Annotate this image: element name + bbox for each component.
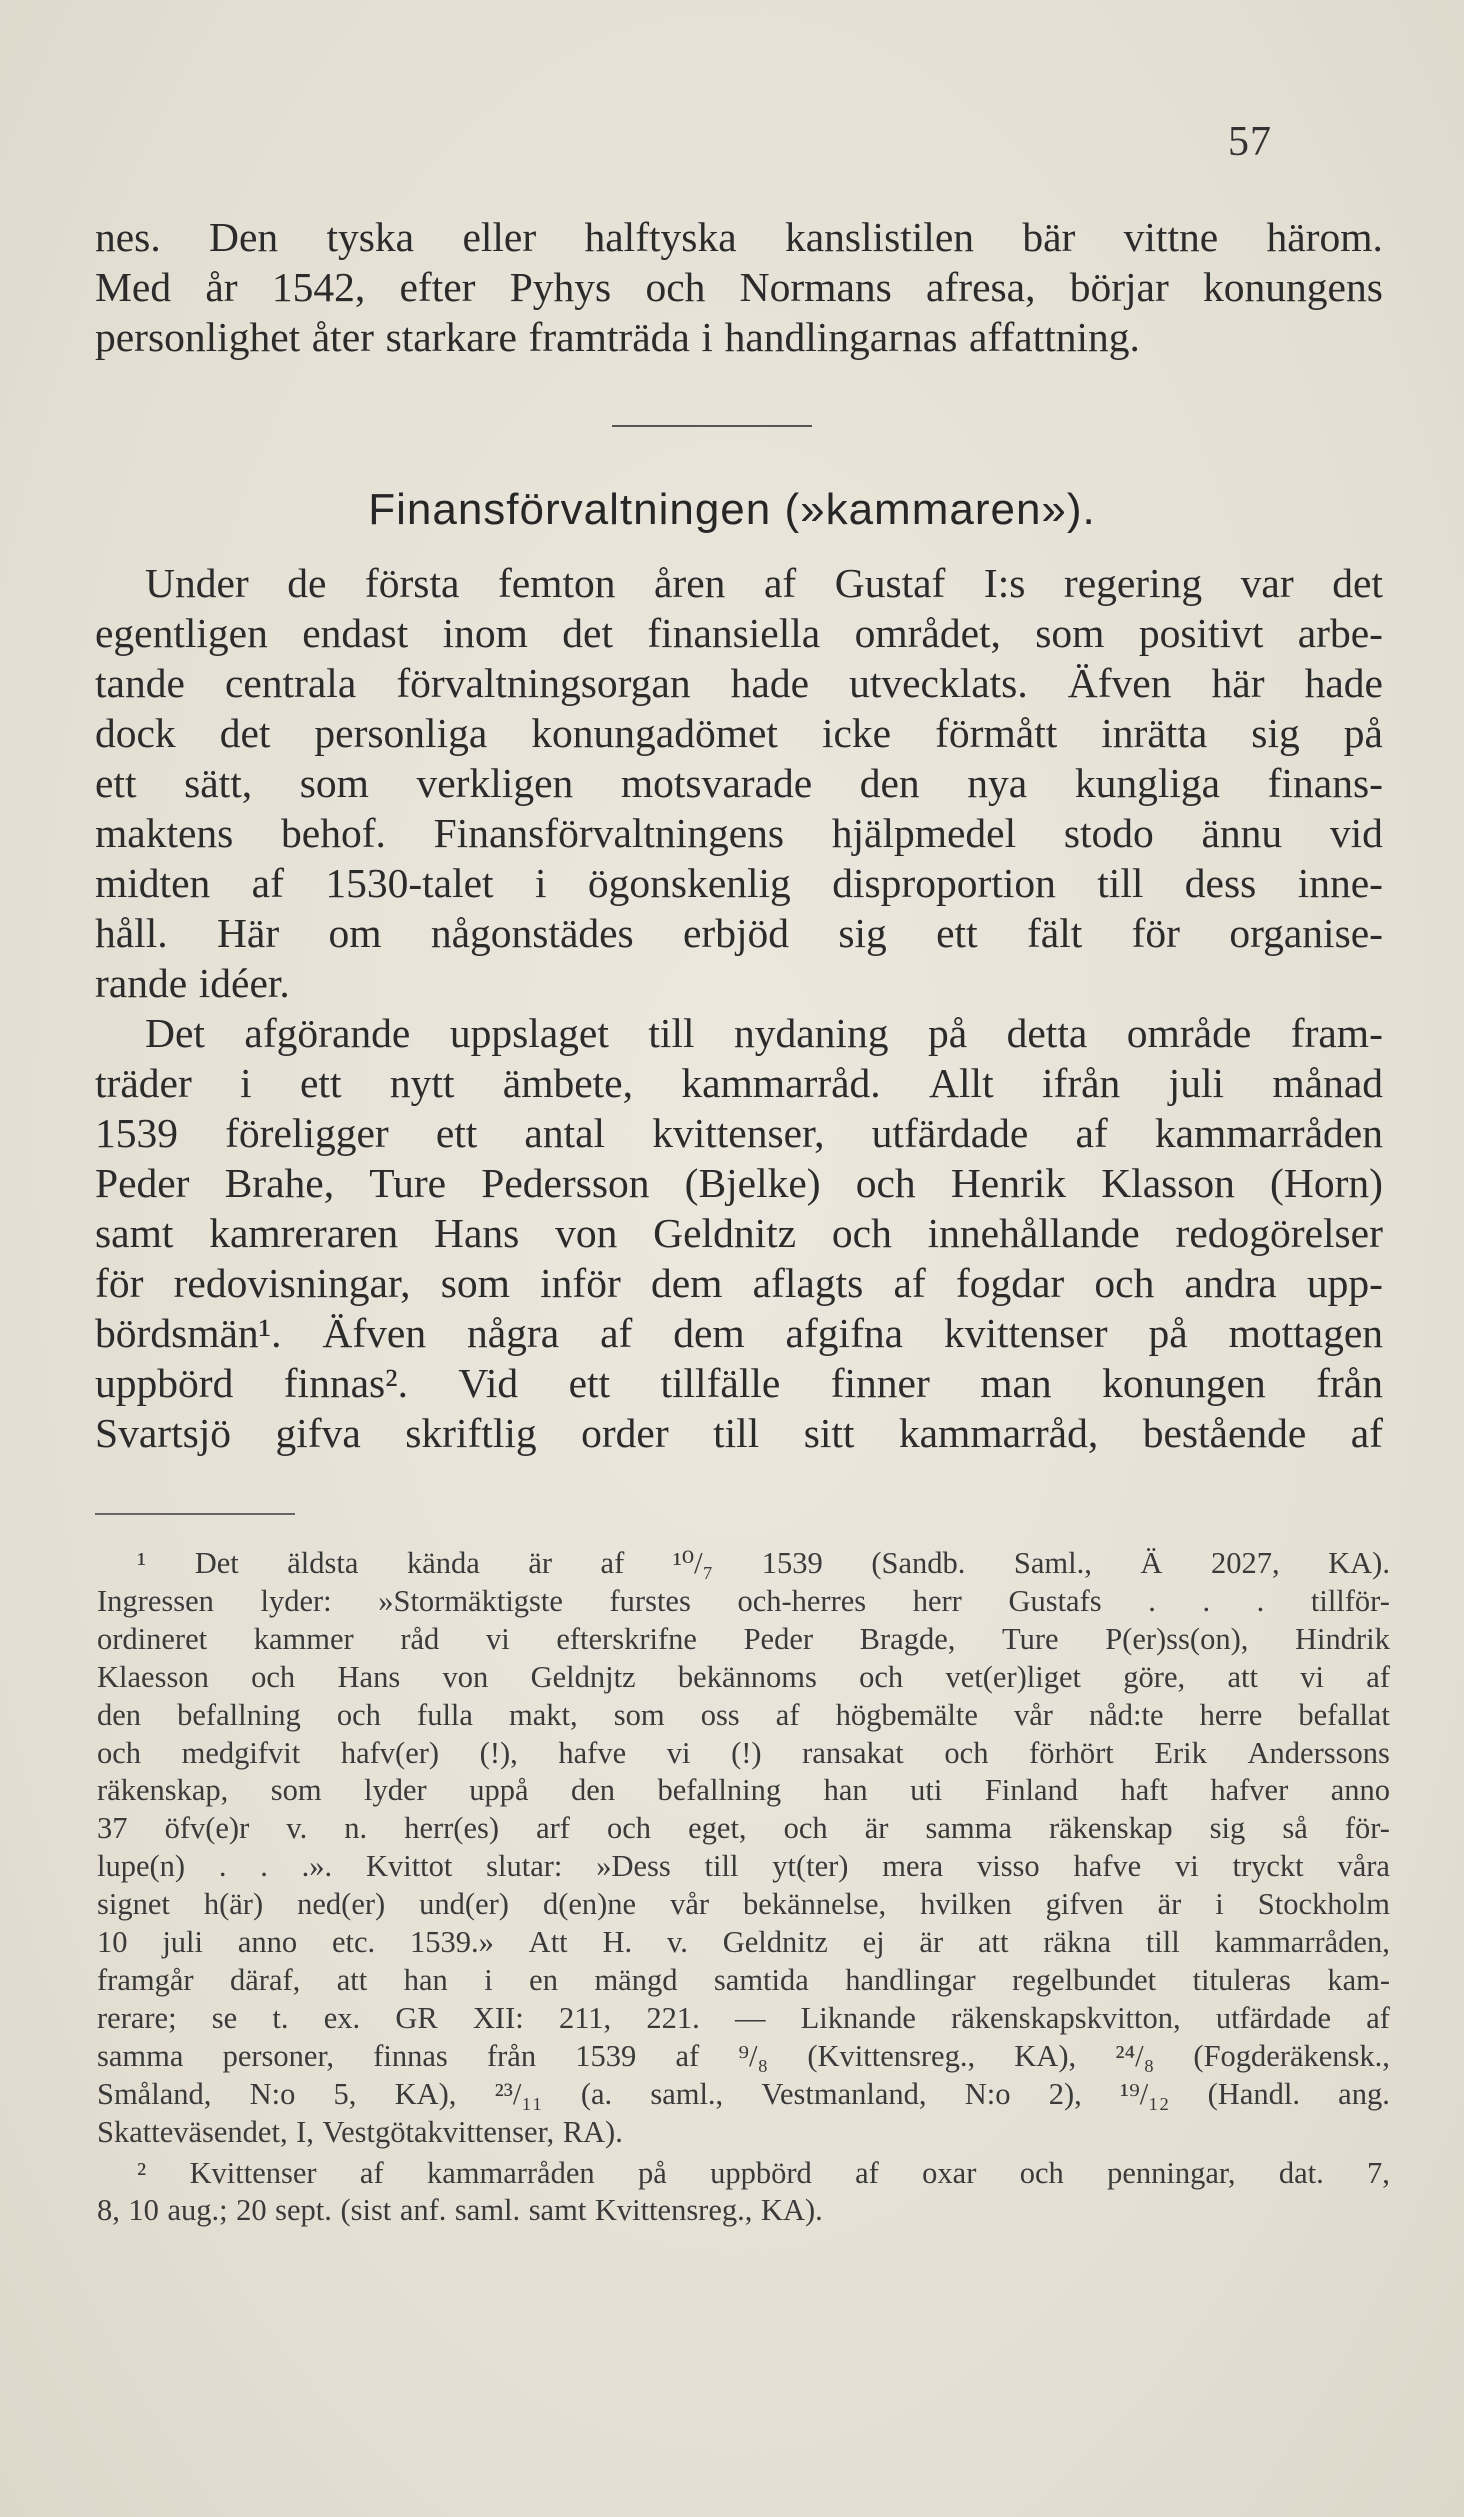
text-line: uppbörd finnas². Vid ett tillfälle finner man konungen från [95,1360,1383,1406]
text-line: håll. Här om någonstädes erbjöd sig ett fält för organise- [95,910,1383,956]
footnote-2-line: 8, 10 aug.; 20 sept. (sist anf. saml. samt Kvittensreg., KA). [97,2193,823,2228]
text-line: maktens behof. Finansförvaltningens hjälpmedel stodo ännu vid [95,810,1383,856]
text-line: tande centrala förvaltningsorgan hade utvecklats. Äfven här hade [95,660,1383,706]
footnote-1-line: 37 öfv(e)r v. n. herr(es) arf och eget, och är samma räkenskap sig så för- [97,1811,1390,1846]
footnote-1-line: 10 juli anno etc. 1539.» Att H. v. Geldnitz ej är att räkna till kammarråden, [97,1925,1390,1960]
text-line: Svartsjö gifva skriftlig order till sitt kammarråd, bestående af [95,1410,1383,1456]
text-line: träder i ett nytt ämbete, kammarråd. Allt ifrån juli månad [95,1060,1383,1106]
footnotes [97,1545,1390,2230]
footnote-1-line: framgår däraf, att han i en mängd samtida handlingar regelbundet tituleras kam- [97,1962,1390,1997]
footnote-2-line: ² Kvittenser af kammarråden på uppbörd af oxar och penningar, dat. 7, [137,2155,1390,2190]
section-divider [612,425,812,427]
footnote-1-line: signet h(är) ned(er) und(er) d(en)ne vår bekännelse, hvilken gifven är i Stockholm [97,1887,1390,1922]
intro-paragraph [95,212,1383,362]
footnote-1-line: ordineret kammer råd vi efterskrifne Peder Bragde, Ture P(er)ss(on), Hindrik [97,1621,1390,1656]
footnote-1-line: Småland, N:o 5, KA), ²³/₁₁ (a. saml., Vestmanland, N:o 2), ¹⁹/₁₂ (Handl. ang. [97,2076,1390,2111]
text-line: Under de första femton åren af Gustaf I:s regering var det [145,560,1383,606]
text-line: nes. Den tyska eller halftyska kanslistilen bär vittne härom. [95,214,1383,260]
footnote-1-line: samma personer, finnas från 1539 af ⁹/₈ (Kvittensreg., KA), ²⁴/₈ (Fogderäkensk., [97,2038,1390,2073]
text-line: rande idéer. [95,960,290,1006]
text-line: samt kamreraren Hans von Geldnitz och innehållande redogörelser [95,1210,1383,1256]
text-line: egentligen endast inom det finansiella området, som positivt arbe- [95,610,1383,656]
text-line: Det afgörande uppslaget till nydaning på detta område fram- [145,1010,1383,1056]
footnote-divider [95,1513,295,1515]
footnote-1-line: Ingressen lyder: »Stormäktigste furstes och-herres herr Gustafs . . . tillför- [97,1583,1390,1618]
paragraph-1 [95,558,1383,1008]
footnote-1-line: och medgifvit hafv(er) (!), hafve vi (!) ransakat och förhört Erik Anderssons [97,1735,1390,1770]
paragraph-2 [95,1008,1383,1458]
text-line: Med år 1542, efter Pyhys och Normans afresa, börjar konungens [95,264,1383,310]
text-line: personlighet åter starkare framträda i handlingarnas affattning. [95,314,1140,360]
footnote-1-line: Klaesson och Hans von Geldnjtz bekännoms och vet(er)liget göre, att vi af [97,1659,1390,1694]
text-line: bördsmän¹. Äfven några af dem afgifna kvittenser på mottagen [95,1310,1383,1356]
footnote-1-line: rerare; se t. ex. GR XII: 211, 221. — Liknande räkenskapskvitton, utfärdade af [97,2000,1390,2035]
text-line: midten af 1530-talet i ögonskenlig disproportion till dess inne- [95,860,1383,906]
page-number: 57 [1228,119,1272,165]
text-line: dock det personliga konungadömet icke förmått inrätta sig på [95,710,1383,756]
footnote-1-line: räkenskap, som lyder uppå den befallning han uti Finland haft hafver anno [97,1773,1390,1808]
text-line: ett sätt, som verkligen motsvarade den nya kungliga finans- [95,760,1383,806]
text-line: Peder Brahe, Ture Pedersson (Bjelke) och Henrik Klasson (Horn) [95,1160,1383,1206]
footnote-1-line: den befallning och fulla makt, som oss af högbemälte vår nåd:te herre befallat [97,1697,1390,1732]
text-line: 1539 föreligger ett antal kvittenser, utfärdade af kammarråden [95,1110,1383,1156]
section-heading: Finansförvaltningen (»kammaren»). [368,485,1096,534]
text-line: för redovisningar, som inför dem aflagts af fogdar och andra upp- [95,1260,1383,1306]
footnote-1-line: ¹ Det äldsta kända är af ¹⁰/₇ 1539 (Sandb. Saml., Ä 2027, KA). [137,1546,1390,1580]
footnote-1-line: lupe(n) . . .». Kvittot slutar: »Dess till yt(ter) mera visso hafve vi tryckt våra [97,1849,1390,1884]
footnote-1-line: Skatteväsendet, I, Vestgötakvittenser, RA). [97,2114,623,2149]
